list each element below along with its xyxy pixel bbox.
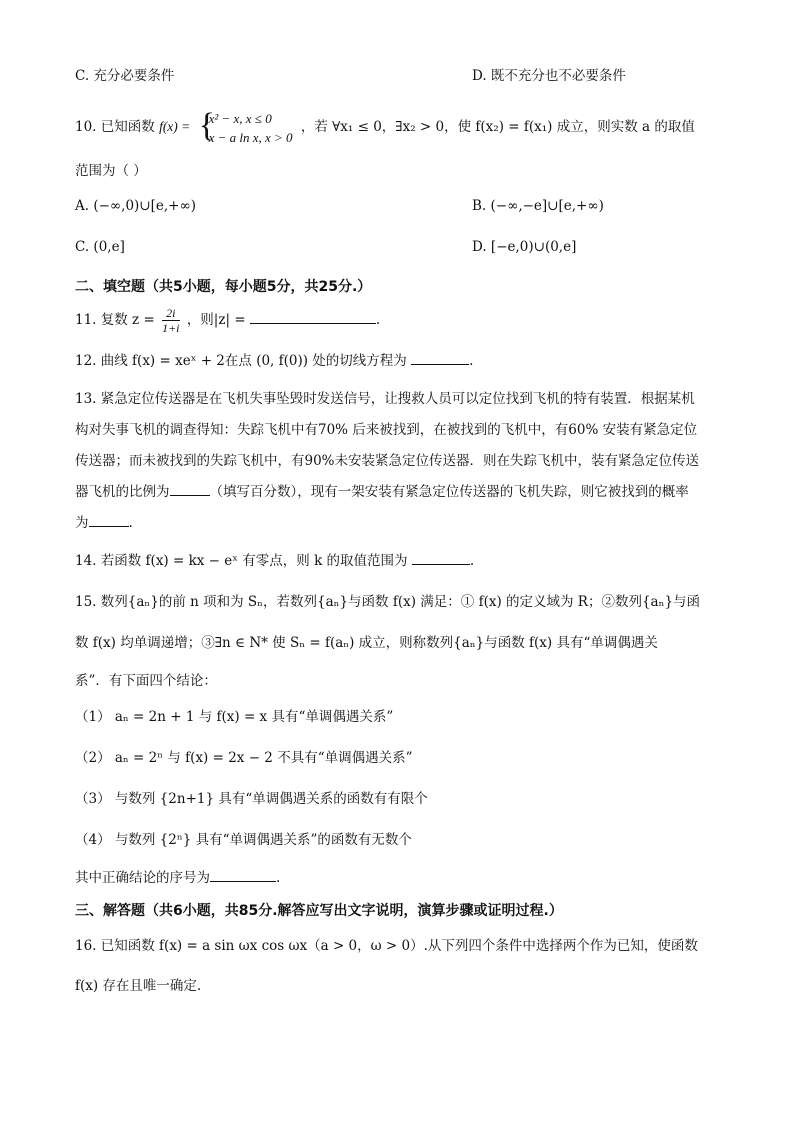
q10-piecewise: [198, 106, 293, 147]
q12-answer-blank[interactable]: [411, 352, 469, 365]
q16-line-2: f(x) 存在且唯一确定.: [75, 978, 202, 994]
q15-conclusion-1: （1） aₙ = 2n + 1 与 f(x) = x 具有“单调偶遇关系”: [75, 709, 394, 725]
q10-fx: f(x) =: [159, 119, 191, 134]
q9-options-row: [75, 67, 725, 85]
q13-line-4b: （填写百分数），现有一架安装有紧急定位传送器的飞机失踪，则它被找到的概率: [209, 484, 689, 500]
q15-conclusion-3: （3） 与数列 {2n+1} 具有“单调偶遇关系的函数有有限个: [75, 791, 428, 807]
section-3-heading: 三、解答题（共6小题，共85分.解答应写出文字说明，演算步骤或证明过程.）: [75, 903, 563, 919]
q13-answer-blank-1[interactable]: [170, 483, 210, 496]
q13-line-5a: 为: [75, 515, 89, 531]
q14-text: 14. 若函数 f(x) = kx − eˣ 有零点，则 k 的取值范围为: [75, 553, 408, 569]
q11-denominator: 1+i: [162, 321, 180, 335]
q13-line-3: 传送器；而未被找到的失踪飞机中，有90%未安装紧急定位传送器．则在失踪飞机中，装有紧急定位传送: [75, 453, 700, 469]
q12-text: 12. 曲线 f(x) = xeˣ + 2在点 (0, f(0)) 处的切线方程为: [75, 353, 407, 369]
q10-option-b: B. (−∞,−e]∪[e,+∞): [472, 198, 604, 214]
q13-line-5b: .: [128, 515, 133, 531]
q13-line-4a: 器飞机的比例为: [75, 484, 170, 500]
q15-answer-blank[interactable]: [210, 869, 276, 882]
q15-line-1: 15. 数列{aₙ}的前 n 项和为 Sₙ，若数列{aₙ}与函数 f(x) 满足：① f(x) 的定义域为 R；②数列{aₙ}与函: [75, 594, 701, 610]
q10-tail: 范围为（ ）: [75, 163, 147, 179]
q12-end: .: [469, 353, 474, 369]
q13-line-1: 13. 紧急定位传送器是在飞机失事坠毁时发送信号，让搜救人员可以定位找到飞机的特有装置．根据某机: [75, 391, 695, 407]
q15-conclusion-2: （2） aₙ = 2ⁿ 与 f(x) = 2x − 2 不具有“单调偶遇关系”: [75, 750, 413, 766]
q10-stem: [75, 108, 725, 147]
q15-final-b: .: [276, 870, 281, 886]
q10-condition: ，若 ∀x₁ ≤ 0，∃x₂ > 0，使 f(x₂) = f(x₁) 成立，则实数 a 的取值: [300, 119, 695, 135]
q11-suffix: ，则|z| =: [186, 312, 246, 328]
q15-line-2: 数 f(x) 均单调递增；③∃n ∈ N* 使 Sₙ = f(aₙ) 成立，则称数列{aₙ}与函数 f(x) 具有“单调偶遇关: [75, 635, 658, 651]
q10-case1: x² − x, x ≤ 0: [208, 110, 272, 126]
q9-option-c: C. 充分必要条件: [75, 68, 175, 84]
q11-answer-blank[interactable]: [250, 311, 376, 324]
q13-line-4: [75, 483, 725, 501]
q10-prefix: 10. 已知函数: [75, 119, 155, 135]
q10-option-a: A. (−∞,0)∪[e,+∞): [75, 198, 196, 214]
q11-fraction: [162, 306, 179, 335]
q15-line-3: 系”．有下面四个结论：: [75, 673, 217, 689]
q11-numerator: 2i: [162, 306, 179, 321]
q10-option-c: C. (0,e]: [75, 239, 125, 255]
q10-case2: x − a ln x, x > 0: [208, 129, 293, 145]
section-2-heading: 二、填空题（共5小题，每小题5分，共25分.）: [75, 279, 372, 295]
q14-end: .: [469, 553, 475, 569]
q13-answer-blank-2[interactable]: [89, 514, 129, 527]
q11: [75, 302, 725, 338]
q9-option-d: D. 既不充分也不必要条件: [472, 68, 626, 84]
q15-conclusion-4: （4） 与数列 {2ⁿ} 具有“单调偶遇关系”的函数有无数个: [75, 832, 412, 848]
q10-option-d: D. [−e,0)∪(0,e]: [472, 239, 577, 255]
q15-final-a: 其中正确结论的序号为: [75, 870, 210, 886]
q14: [75, 552, 725, 570]
q10-options-cd: [75, 238, 725, 256]
q12: [75, 352, 725, 370]
brace-icon: {: [198, 106, 215, 144]
q16-line-1: 16. 已知函数 f(x) = a sin ωx cos ωx（a > 0，ω > 0）.从下列四个条件中选择两个作为已知，使函数: [75, 938, 698, 954]
q13-line-5: [75, 514, 725, 532]
q11-end: .: [375, 312, 381, 328]
q10-options-ab: [75, 197, 725, 215]
q13-line-2: 构对失事飞机的调查得知：失踪飞机中有70% 后来被找到，在被找到的飞机中，有60% 安装有紧急定位: [75, 422, 698, 438]
q15-final: [75, 869, 725, 887]
q11-prefix: 11. 复数 z =: [75, 312, 155, 328]
q14-answer-blank[interactable]: [412, 552, 470, 565]
